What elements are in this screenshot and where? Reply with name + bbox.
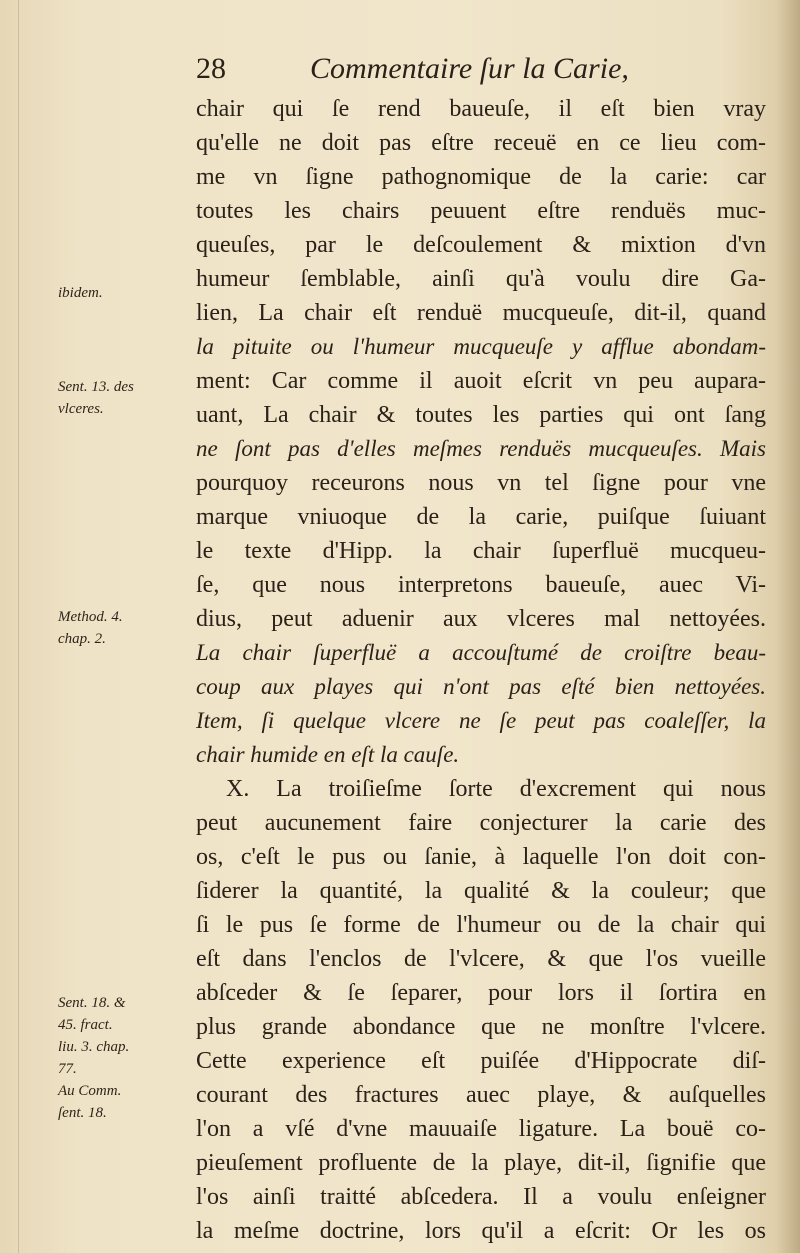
text-line: ſiderer la quantité, la qualité & la couleur; que (196, 878, 766, 904)
margin-note-line: ibidem. (58, 285, 103, 301)
text-line: plus grande abondance que ne monſtre l'vlcere. (196, 1014, 766, 1040)
text-line: humeur ſemblable, ainſi qu'à voulu dire Ga- (196, 266, 766, 292)
text-line: Cette experience eſt puiſée d'Hippocrate diſ- (196, 1048, 766, 1074)
text-line: l'on a vſé d'vne mauuaiſe ligature. La bouë co- (196, 1116, 766, 1142)
text-line: marque vniuoque de la carie, puiſque ſuiuant (196, 504, 766, 530)
page-number: 28 (196, 52, 226, 85)
margin-note-line: chap. 2. (58, 631, 106, 647)
margin-note-sentence-13 (58, 376, 134, 420)
margin-note-line: Au Comm. (58, 1083, 122, 1099)
margin-note-ibidem (58, 282, 103, 304)
text-line: qu'elle ne doit pas eſtre receuë en ce lieu com- (196, 130, 766, 156)
margin-notes (58, 0, 186, 1253)
text-line: coup aux playes qui n'ont pas eſté bien nettoyées. (196, 674, 766, 699)
text-line: La chair ſuperfluë a accouſtumé de croiſtre beau- (196, 640, 766, 665)
text-line: Item, ſi quelque vlcere ne ſe peut pas coaleſſer, la (196, 708, 766, 733)
text-line: ne ſont pas d'elles meſmes renduës mucqueuſes. Mais (196, 436, 766, 461)
margin-note-line: 45. fract. (58, 1017, 113, 1033)
text-line: ment: Car comme il auoit eſcrit vn peu aupara- (196, 368, 766, 394)
text-line: pieuſement profluente de la playe, dit-il, ſignifie que (196, 1150, 766, 1176)
text-line: me vn ſigne pathognomique de la carie: car (196, 164, 766, 190)
text-line: queuſes, par le deſcoulement & mixtion d'vn (196, 232, 766, 258)
margin-note-line: liu. 3. chap. (58, 1039, 130, 1055)
text-line: ſi le pus ſe forme de l'humeur ou de la chair qui (196, 912, 766, 938)
text-line: chair qui ſe rend baueuſe, il eſt bien vray (196, 96, 766, 122)
margin-note-line: Sent. 13. des (58, 379, 134, 395)
text-line: X. La troiſieſme ſorte d'excrement qui nous (226, 776, 766, 802)
margin-note-line: Method. 4. (58, 609, 123, 625)
text-line: chair humide en eſt la cauſe. (196, 742, 460, 767)
margin-note-line: 77. (58, 1061, 77, 1077)
margin-note-method (58, 606, 123, 650)
text-line: eſt dans l'enclos de l'vlcere, & que l'os vueille (196, 946, 766, 972)
text-line: toutes les chairs peuuent eſtre renduës muc- (196, 198, 766, 224)
running-head: Commentaire ſur la Carie, (310, 52, 629, 85)
text-line: le texte d'Hipp. la chair ſuperfluë mucqueu- (196, 538, 766, 564)
text-line: abſceder & ſe ſeparer, pour lors il ſortira en (196, 980, 766, 1006)
text-line: la pituite ou l'humeur mucqueuſe y afflue abondam- (196, 334, 766, 359)
margin-note-line: ſent. 18. (58, 1105, 107, 1121)
text-line: l'os ainſi traitté abſcedera. Il a voulu enſeigner (196, 1184, 766, 1210)
text-line: ſe, que nous interpretons baueuſe, auec Vi- (196, 572, 766, 598)
text-line: lien, La chair eſt renduë mucqueuſe, dit-il, quand (196, 300, 766, 326)
text-line: dius, peut aduenir aux vlceres mal nettoyées. (196, 606, 766, 632)
text-line: pourquoy receurons nous vn tel ſigne pour vne (196, 470, 766, 496)
body-text (196, 92, 766, 1248)
text-line: os, c'eſt le pus ou ſanie, à laquelle l'on doit con- (196, 844, 766, 870)
page-edge-shadow (776, 0, 800, 1253)
page-header (196, 52, 696, 92)
margin-note-line: Sent. 18. & (58, 995, 126, 1011)
text-line: peut aucunement faire conjecturer la carie des (196, 810, 766, 836)
text-line: uant, La chair & toutes les parties qui ont ſang (196, 402, 766, 428)
margin-note-sentence-18 (58, 992, 129, 1124)
page-left-rule (18, 0, 19, 1253)
margin-note-line: vlceres. (58, 401, 104, 417)
text-line: courant des fractures auec playe, & auſquelles (196, 1082, 766, 1108)
text-line: la meſme doctrine, lors qu'il a eſcrit: Or les os (196, 1218, 766, 1244)
